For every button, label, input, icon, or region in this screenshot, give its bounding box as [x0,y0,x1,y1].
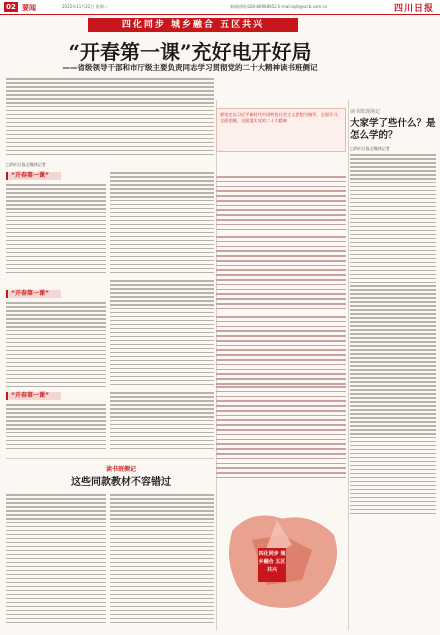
column-text-2 [110,172,214,276]
column-text-6 [110,392,214,452]
key-points-list-1 [216,176,346,233]
section-tag-1: “开春第一课” [6,172,61,180]
masthead-bar [0,0,440,15]
section-name: 要闻 [22,4,36,12]
right-headline: 大家学了些什么？是怎么学的？ [350,118,436,141]
right-column-text [350,154,436,517]
column-text-5 [6,404,106,452]
bottom-text-1 [6,494,106,625]
map-label-stamp: 四化同步 城乡融合 五区共兴 [258,548,286,582]
sub-headline: ——省级领导干部和市厅级主要负责同志学习贯彻党的二十大精神读书班侧记 [62,63,318,72]
bottom-text-2 [110,494,214,625]
page-number: 02 [4,2,18,12]
intro-text [6,78,214,158]
column-text-1 [6,184,106,276]
right-byline: □四川日报全媒体记者 [350,146,390,151]
contact-line: 新闻热线:028-86968952 E-mail:zyb@scrb.com.cn [230,4,328,9]
bottom-title: 这些同款教材不容错过 [71,477,171,488]
bottom-kicker: 读书班侧记 [105,466,136,473]
key-points-list-3 [216,316,346,388]
column-rule-right [348,100,349,630]
right-kicker: 读书班现场记 [350,109,381,115]
issue-date: 2022年11月22日 星期二 [62,4,108,9]
key-points-list-2 [216,236,346,313]
key-points-list-4 [216,386,346,482]
divider [6,458,214,459]
section-tag-2: “开春第一课” [6,290,61,298]
section-tag-3: “开春第一课” [6,392,61,400]
theme-banner: 四化同步 城乡融合 五区共兴 [88,18,298,32]
column-text-3 [6,302,106,390]
bottom-article-head [46,464,196,488]
article-byline: □四川日报全媒体记者 [6,162,46,167]
newspaper-logo: 四川日报 [393,4,434,14]
pull-quote: 要坚定以习近平新时代中国特色社会主义思想为指导，全面学习、全面把握、全面落实党的二十大精神 [216,108,346,152]
main-headline: “开春第一课”充好电开好局 [68,40,312,64]
column-text-4 [110,280,214,388]
